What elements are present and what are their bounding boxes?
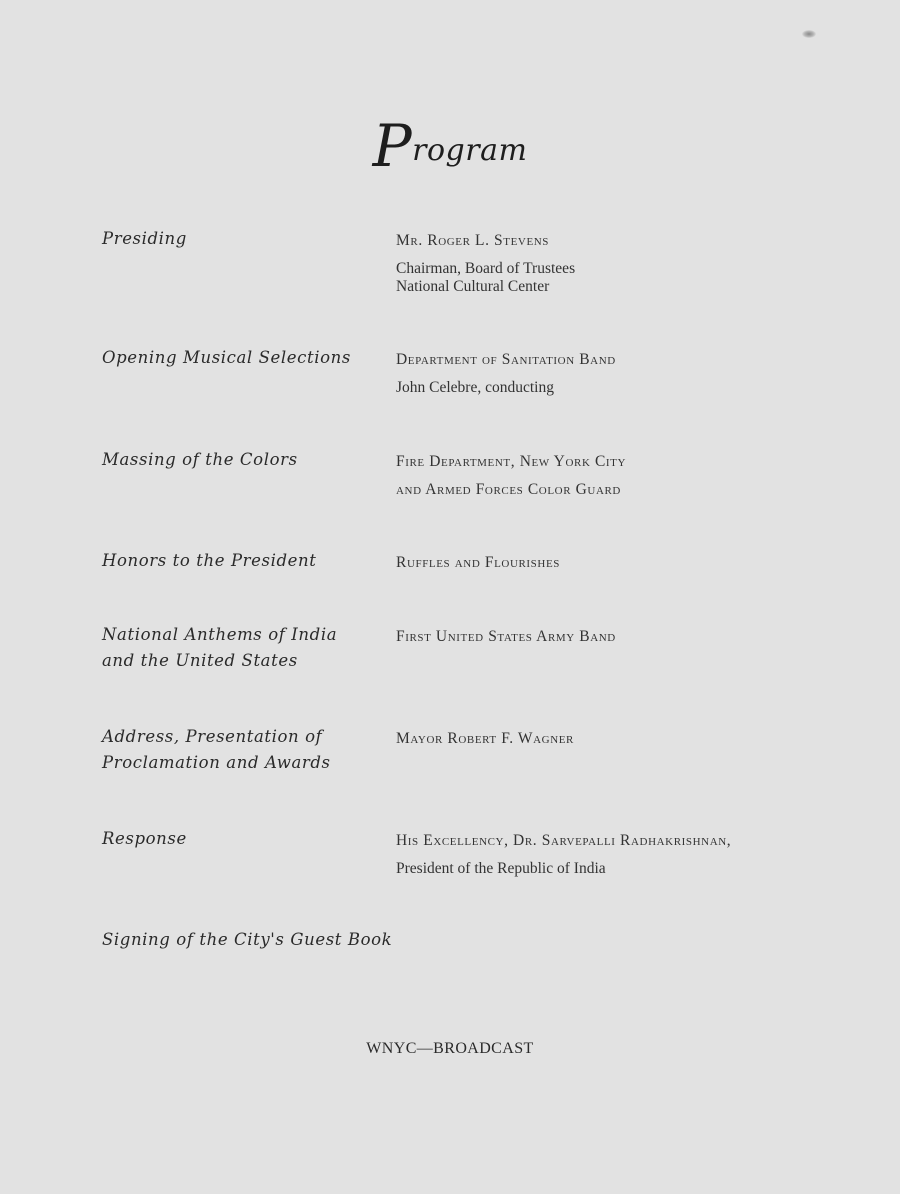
page-title bbox=[0, 112, 900, 180]
program-item-detail bbox=[396, 628, 876, 646]
program-item-detail bbox=[396, 730, 876, 748]
detail-line: Fire Department, New York City bbox=[396, 453, 627, 470]
title-rest: rogram bbox=[412, 133, 528, 168]
detail-line: President of the Republic of India bbox=[396, 860, 606, 877]
title-initial: P bbox=[372, 112, 413, 180]
detail-line: Mayor Robert F. Wagner bbox=[396, 730, 574, 747]
program-item-label-line: Response bbox=[102, 829, 187, 848]
program-item-label-line: Presiding bbox=[102, 229, 187, 248]
paper-speck bbox=[802, 30, 816, 38]
broadcast-footer: WNYC—BROADCAST bbox=[366, 1040, 534, 1057]
program-item-label bbox=[102, 927, 393, 953]
program-item-label-line: National Anthems of India bbox=[102, 625, 338, 644]
program-item-label-line: Address, Presentation of bbox=[102, 727, 323, 746]
program-item-detail bbox=[396, 554, 876, 572]
program-item-detail bbox=[396, 351, 876, 397]
program-item-label bbox=[102, 826, 372, 852]
detail-line: John Celebre, conducting bbox=[396, 379, 554, 396]
program-item-detail bbox=[396, 232, 876, 296]
detail-line: Ruffles and Flourishes bbox=[396, 554, 560, 571]
detail-line: His Excellency, Dr. Sarvepalli Radhakrishnan, bbox=[396, 832, 732, 849]
program-item-label-line: Massing of the Colors bbox=[102, 450, 298, 469]
program-item-label-line: Honors to the President bbox=[102, 551, 317, 570]
detail-line: and Armed Forces Color Guard bbox=[396, 481, 621, 498]
detail-line: First United States Army Band bbox=[396, 628, 616, 645]
detail-line: Chairman, Board of Trustees bbox=[396, 260, 576, 277]
program-item-label bbox=[102, 447, 372, 473]
detail-line: Mr. Roger L. Stevens bbox=[396, 232, 550, 249]
detail-line: Department of Sanitation Band bbox=[396, 351, 616, 368]
program-item-label-line: Proclamation and Awards bbox=[102, 753, 331, 772]
program-item-label-line: Signing of the City's Guest Book bbox=[102, 930, 393, 949]
program-item-detail bbox=[396, 832, 876, 878]
program-item-label bbox=[102, 226, 372, 252]
program-item-label-line: and the United States bbox=[102, 651, 298, 670]
program-item-label bbox=[102, 345, 372, 371]
program-item-label bbox=[102, 622, 372, 674]
program-item-label bbox=[102, 724, 372, 776]
detail-line: National Cultural Center bbox=[396, 278, 550, 295]
program-item-label bbox=[102, 548, 372, 574]
program-item-detail bbox=[396, 453, 876, 499]
program-item-label-line: Opening Musical Selections bbox=[102, 348, 351, 367]
